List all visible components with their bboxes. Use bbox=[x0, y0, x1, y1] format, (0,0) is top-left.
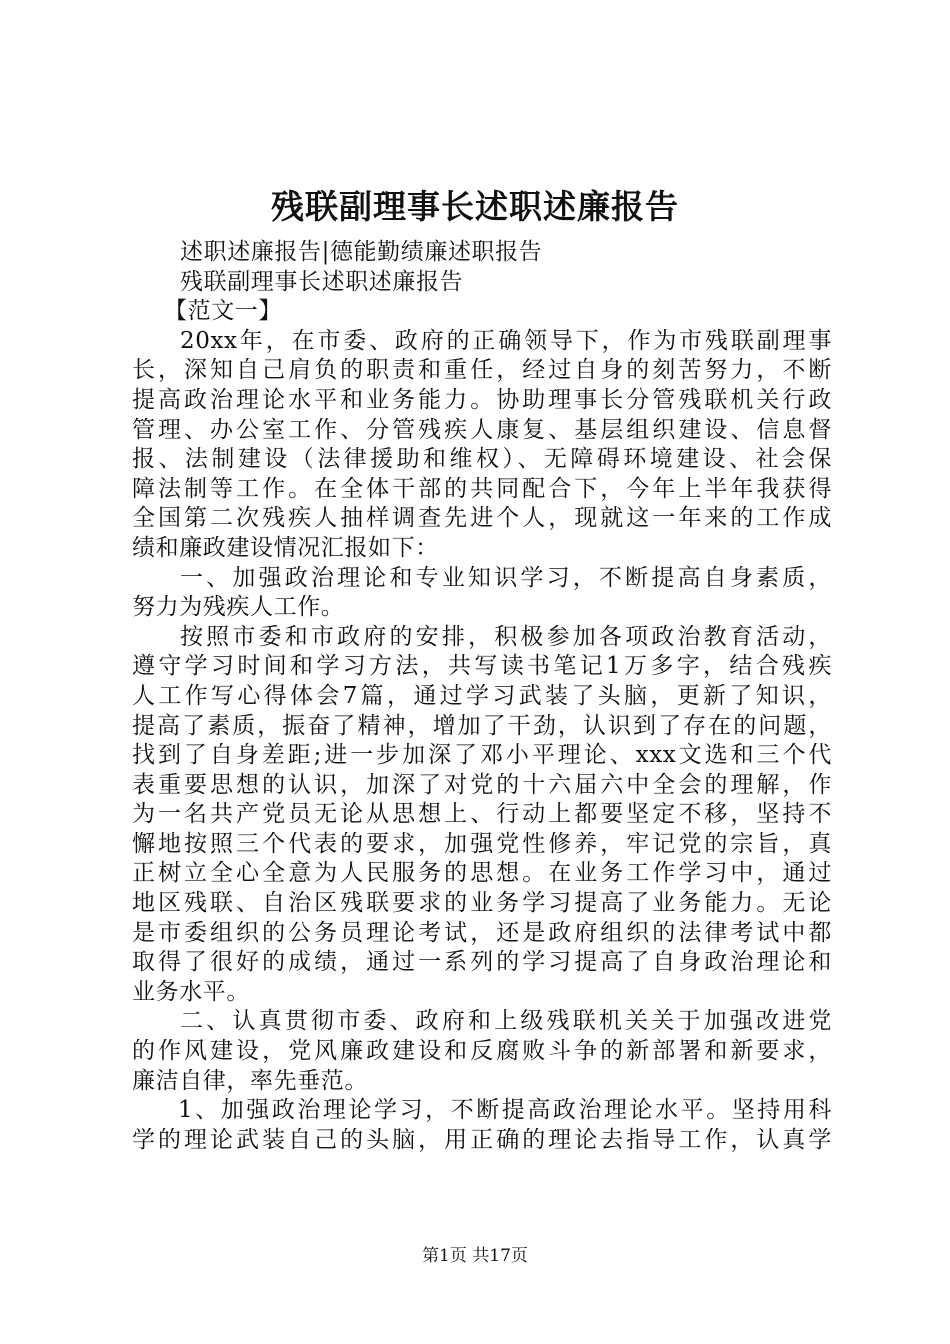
heading-line: 努力为残疾人工作。 bbox=[132, 594, 345, 621]
document-title: 残联副理事长述职述廉报告 bbox=[271, 187, 679, 226]
paragraph-line: 20xx年，在市委、政府的正确领导下，作为市残联副理事 bbox=[180, 327, 832, 354]
paragraph-line: 找到了自身差距;进一步加深了邓小平理论、xxx文选和三个代 bbox=[132, 742, 832, 769]
paragraph-line: 全国第二次残疾人抽样调查先进个人，现就这一年来的工作成 bbox=[132, 505, 832, 532]
paragraph-line: 业务水平。 bbox=[132, 978, 250, 1005]
paragraph-line: 地区残联、自治区残联要求的业务学习提高了业务能力。无论 bbox=[132, 890, 832, 917]
paragraph-line: 取得了很好的成绩，通过一系列的学习提高了自身政治理论和 bbox=[132, 949, 832, 976]
document-body bbox=[132, 238, 832, 1155]
paragraph-line: 懈地按照三个代表的要求，加强党性修养，牢记党的宗旨，真 bbox=[132, 830, 832, 857]
heading-line: 一、加强政治理论和专业知识学习，不断提高自身素质， bbox=[180, 564, 832, 591]
subtitle-line: 述职述廉报告|德能勤绩廉述职报告 bbox=[180, 239, 543, 265]
paragraph-line: 提高了素质，振奋了精神，增加了干劲，认识到了存在的问题， bbox=[132, 712, 832, 739]
heading-line: 的作风建设，党风廉政建设和反腐败斗争的新部署和新要求， bbox=[132, 1038, 832, 1065]
paragraph-line: 1、加强政治理论学习，不断提高政治理论水平。坚持用科 bbox=[178, 1097, 832, 1124]
paragraph-line: 正树立全心全意为人民服务的思想。在业务工作学习中，通过 bbox=[132, 860, 832, 887]
paragraph-line: 按照市委和市政府的安排，积极参加各项政治教育活动， bbox=[180, 623, 832, 650]
heading-line: 二、认真贯彻市委、政府和上级残联机关关于加强改进党 bbox=[180, 1008, 832, 1035]
paragraph-line: 提高政治理论水平和业务能力。协助理事长分管残联机关行政 bbox=[132, 386, 832, 413]
paragraph-line: 表重要思想的认识，加深了对党的十六届六中全会的理解，作 bbox=[132, 771, 832, 798]
paragraph-line: 绩和廉政建设情况汇报如下： bbox=[132, 534, 439, 561]
paragraph-line: 报、法制建设（法律援助和维权）、无障碍环境建设、社会保 bbox=[132, 446, 832, 473]
paragraph-line: 是市委组织的公务员理论考试，还是政府组织的法律考试中都 bbox=[132, 919, 832, 946]
paragraph-line: 遵守学习时间和学习方法，共写读书笔记1万多字，结合残疾 bbox=[132, 653, 832, 680]
paragraph-line: 障法制等工作。在全体干部的共同配合下，今年上半年我获得 bbox=[132, 475, 832, 502]
paragraph-line: 管理、办公室工作、分管残疾人康复、基层组织建设、信息督 bbox=[132, 416, 832, 443]
paragraph-line: 人工作写心得体会7篇，通过学习武装了头脑，更新了知识， bbox=[132, 682, 832, 709]
paragraph-line: 为一名共产党员无论从思想上、行动上都要坚定不移，坚持不 bbox=[132, 801, 832, 828]
subtitle-line: 残联副理事长述职述廉报告 bbox=[180, 268, 464, 295]
page-number-footer: 第1页 共17页 bbox=[422, 1246, 528, 1266]
section-label: 【范文一】 bbox=[164, 298, 282, 325]
paragraph-line: 学的理论武装自己的头脑，用正确的理论去指导工作，认真学 bbox=[132, 1126, 832, 1153]
heading-line: 廉洁自律，率先垂范。 bbox=[132, 1067, 368, 1094]
paragraph-line: 长，深知自己肩负的职责和重任，经过自身的刻苦努力，不断 bbox=[132, 357, 832, 384]
